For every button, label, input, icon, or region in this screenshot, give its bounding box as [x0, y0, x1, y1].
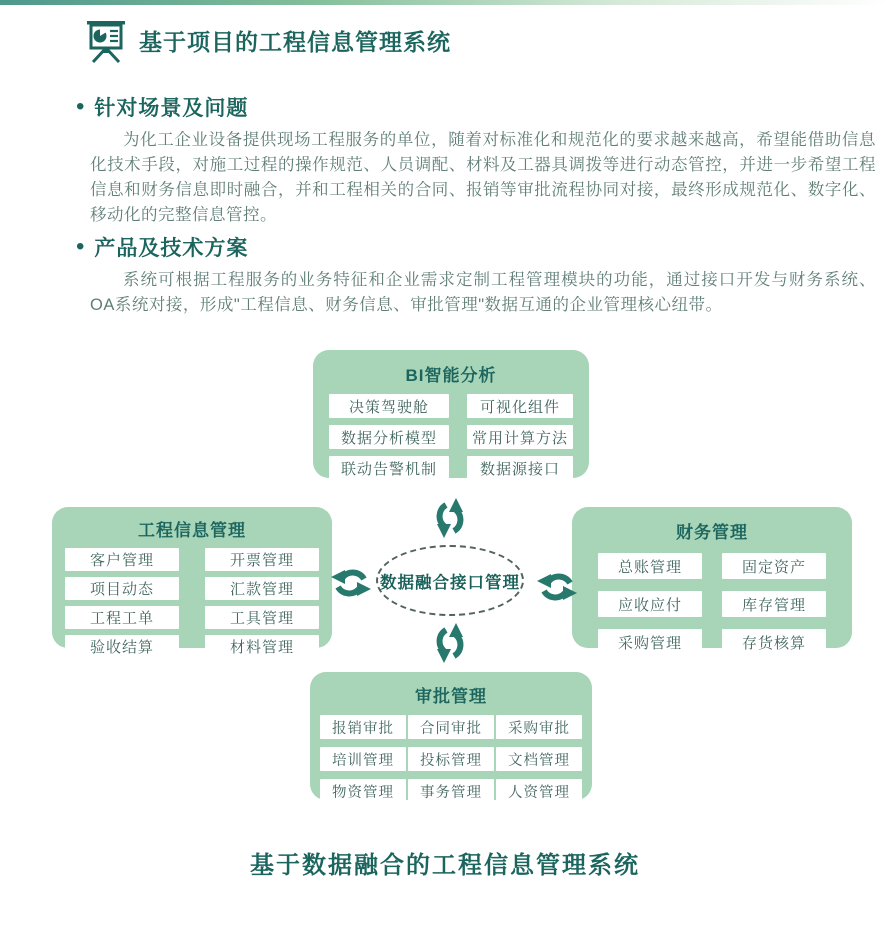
page-title: 基于项目的工程信息管理系统 [139, 28, 451, 55]
module-pill: 事务管理 [408, 779, 494, 803]
module-pill: 人资管理 [496, 779, 582, 803]
panel-finance [572, 507, 852, 652]
panel-engineering-info [52, 507, 332, 656]
module-pill: 总账管理 [598, 553, 702, 579]
module-pill: 汇款管理 [205, 577, 319, 600]
module-pill: 开票管理 [205, 548, 319, 571]
module-pill: 存货核算 [722, 629, 826, 655]
module-pill: 常用计算方法 [467, 425, 573, 449]
sync-arrows-icon [536, 568, 578, 606]
top-gradient-strip [0, 0, 890, 5]
section-title: 产品及技术方案 [94, 237, 249, 260]
scene-paragraph: 为化工企业设备提供现场工程服务的单位，随着对标准化和规范化的要求越来越高，希望能借助信息化技术手段，对施工过程的操作规范、人员调配、材料及工器具调拨等进行动态管控，并进一步希望工程信息和财务信息即时融合，并和工程相关的合同、报销等审批流程协同对接，最终形成规范化、数字化、移动化的完整信息管控。 [90, 131, 876, 224]
module-pill: 联动告警机制 [329, 456, 449, 480]
panel-items [52, 541, 332, 658]
module-pill: 合同审批 [408, 715, 494, 739]
bullet-dot: • [76, 233, 85, 260]
panel-title: 财务管理 [676, 523, 748, 542]
module-pill: 工程工单 [65, 606, 179, 629]
module-pill: 可视化组件 [467, 394, 573, 418]
panel-bi-analytics [313, 350, 589, 478]
solution-paragraph: 系统可根据工程服务的业务特征和企业需求定制工程管理模块的功能，通过接口开发与财务系统、OA系统对接，形成"工程信息、财务信息、审批管理"数据互通的企业管理核心纽带。 [90, 271, 876, 314]
module-pill: 决策驾驶舱 [329, 394, 449, 418]
section-heading-scene [76, 92, 248, 122]
module-pill: 验收结算 [65, 635, 179, 658]
module-pill: 物资管理 [320, 779, 406, 803]
panel-title: 工程信息管理 [138, 521, 246, 540]
section-heading-solution [76, 232, 248, 262]
module-pill: 材料管理 [205, 635, 319, 658]
module-pill: 文档管理 [496, 747, 582, 771]
panel-approval [310, 672, 592, 800]
panel-title: BI智能分析 [405, 366, 497, 385]
module-pill: 采购管理 [598, 629, 702, 655]
module-pill: 工具管理 [205, 606, 319, 629]
module-pill: 固定资产 [722, 553, 826, 579]
module-pill: 数据源接口 [467, 456, 573, 480]
bullet-dot: • [76, 93, 85, 120]
module-pill: 应收应付 [598, 591, 702, 617]
module-pill: 投标管理 [408, 747, 494, 771]
module-pill: 报销审批 [320, 715, 406, 739]
presentation-board-icon [85, 17, 127, 63]
sync-arrows-icon [330, 564, 372, 602]
sync-arrows-icon [431, 622, 469, 664]
sync-arrows-icon [431, 497, 469, 539]
module-pill: 采购审批 [496, 715, 582, 739]
panel-items [572, 543, 852, 655]
module-pill: 项目动态 [65, 577, 179, 600]
page-header [85, 17, 451, 63]
module-pill: 数据分析模型 [329, 425, 449, 449]
data-fusion-hub [376, 545, 524, 616]
footer-title: 基于数据融合的工程信息管理系统 [250, 852, 640, 879]
module-pill: 培训管理 [320, 747, 406, 771]
panel-items [310, 707, 592, 803]
section-title: 针对场景及问题 [94, 97, 249, 120]
data-fusion-hub-label: 数据融合接口管理 [380, 573, 520, 592]
panel-title: 审批管理 [415, 687, 487, 706]
panel-items [313, 386, 589, 480]
module-pill: 客户管理 [65, 548, 179, 571]
module-pill: 库存管理 [722, 591, 826, 617]
